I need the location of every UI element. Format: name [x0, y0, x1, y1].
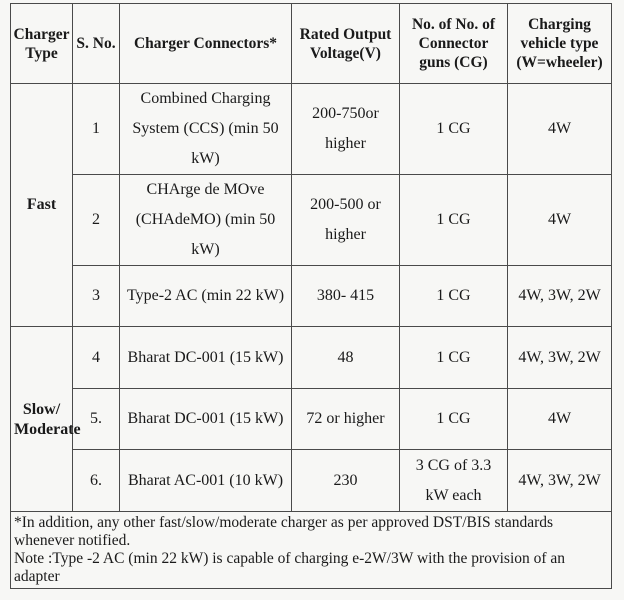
row-guns: 1 CG — [400, 327, 508, 389]
row-sno: 1 — [73, 84, 120, 175]
row-vehicle: 4W — [508, 84, 612, 175]
footnote-row — [11, 512, 612, 589]
row-voltage: 48 — [292, 327, 400, 389]
table-row — [11, 84, 612, 175]
header-connectors: Charger Connectors* — [120, 4, 292, 84]
table-row — [11, 266, 612, 327]
row-vehicle: 4W, 3W, 2W — [508, 327, 612, 389]
table-header-row — [11, 4, 612, 84]
group-label-slow: Slow/ Moderate — [11, 327, 73, 512]
group-label-fast: Fast — [11, 84, 73, 327]
row-guns: 1 CG — [400, 266, 508, 327]
row-vehicle: 4W, 3W, 2W — [508, 266, 612, 327]
row-vehicle: 4W — [508, 175, 612, 266]
row-guns: 1 CG — [400, 389, 508, 450]
footnote-cell — [11, 512, 612, 589]
row-guns: 1 CG — [400, 84, 508, 175]
header-guns: No. of No. of Connector guns (CG) — [400, 4, 508, 84]
header-s-no: S. No. — [73, 4, 120, 84]
row-connector: Type-2 AC (min 22 kW) — [120, 266, 292, 327]
row-connector: Bharat AC-001 (10 kW) — [120, 450, 292, 512]
adapter-note-text: Note :Type -2 AC (min 22 kW) is capable of charging e-2W/3W with the provision of an adapter — [14, 550, 566, 585]
row-voltage: 230 — [292, 450, 400, 512]
table-row — [11, 175, 612, 266]
row-sno: 4 — [73, 327, 120, 389]
footnote-text: *In addition, any other fast/slow/moderate charger as per approved DST/BIS standards whenever notified. — [14, 514, 554, 549]
table-row — [11, 389, 612, 450]
row-sno: 2 — [73, 175, 120, 266]
row-voltage: 200-750or higher — [292, 84, 400, 175]
row-connector: Bharat DC-001 (15 kW) — [120, 327, 292, 389]
row-connector: Combined Charging System (CCS) (min 50 kW) — [120, 84, 292, 175]
row-connector: CHArge de MOve (CHAdeMO) (min 50 kW) — [120, 175, 292, 266]
row-voltage: 200-500 or higher — [292, 175, 400, 266]
row-sno: 6. — [73, 450, 120, 512]
charger-spec-document — [10, 3, 611, 591]
header-voltage: Rated Output Voltage(V) — [292, 4, 400, 84]
row-sno: 3 — [73, 266, 120, 327]
table-row — [11, 450, 612, 512]
row-vehicle: 4W, 3W, 2W — [508, 450, 612, 512]
row-voltage: 380- 415 — [292, 266, 400, 327]
row-connector: Bharat DC-001 (15 kW) — [120, 389, 292, 450]
row-guns: 1 CG — [400, 175, 508, 266]
table-row — [11, 327, 612, 389]
row-guns: 3 CG of 3.3 kW each — [400, 450, 508, 512]
header-charger-type: Charger Type — [11, 4, 73, 84]
row-vehicle: 4W — [508, 389, 612, 450]
row-sno: 5. — [73, 389, 120, 450]
row-voltage: 72 or higher — [292, 389, 400, 450]
header-vehicle: Charging vehicle type (W=wheeler) — [508, 4, 612, 84]
charger-spec-table — [10, 3, 612, 589]
